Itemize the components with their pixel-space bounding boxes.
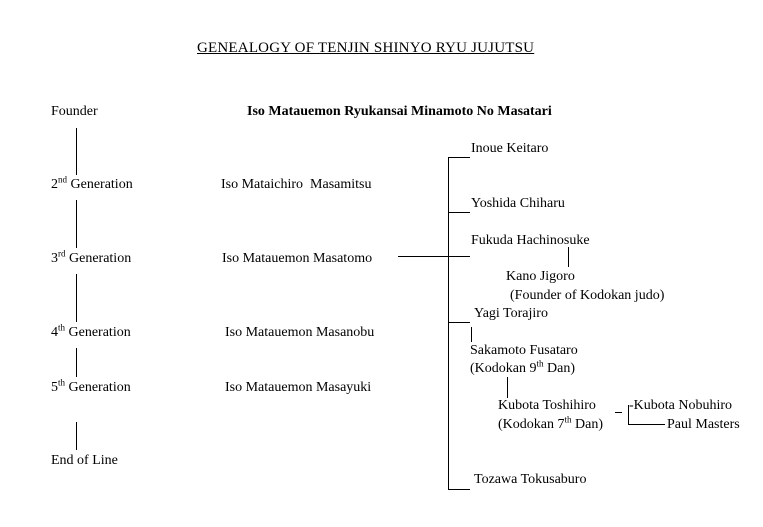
founder-name: Iso Matauemon Ryukansai Minamoto No Masatari (247, 104, 552, 119)
gen-3-name: Iso Matauemon Masatomo (222, 251, 373, 266)
gen-suffix: nd (58, 174, 67, 185)
gen-5-name: Iso Matauemon Masayuki (225, 380, 372, 395)
student-yoshida: Yoshida Chiharu (471, 196, 565, 211)
gen-label-5 (51, 377, 131, 396)
gen-word: Generation (65, 325, 131, 340)
student-sakamoto: Sakamoto Fusataro (470, 343, 578, 358)
student-fukuda: Fukuda Hachinosuke (471, 233, 590, 248)
student-sakamoto-note: (Kodokan 9th Dan) (470, 358, 576, 376)
gen-label-end: End of Line (51, 453, 118, 468)
gen-num: 2 (51, 177, 58, 192)
gen-label-2 (51, 174, 133, 193)
student-kano-note: (Founder of Kodokan judo) (510, 288, 665, 303)
gen-label-founder: Founder (51, 104, 98, 119)
gen-word: Generation (65, 251, 132, 266)
gen-word: Generation (65, 380, 131, 395)
gen-suffix: th (58, 322, 66, 333)
gen-num: 5 (51, 380, 58, 395)
student-kubota-toshihiro-note: (Kodokan 7th Dan) (498, 414, 604, 432)
gen-suffix: th (58, 377, 66, 388)
gen-label-4 (51, 322, 131, 341)
student-inoue: Inoue Keitaro (471, 141, 549, 156)
gen-word: Generation (67, 177, 133, 192)
page-title: GENEALOGY OF TENJIN SHINYO RYU JUJUTSU (197, 40, 535, 56)
student-kubota-toshihiro: Kubota Toshihiro (498, 398, 596, 413)
student-tozawa: Tozawa Tokusaburo (474, 472, 587, 487)
student-kubota-nobuhiro: -Kubota Nobuhiro (629, 398, 733, 413)
gen-label-3 (51, 248, 132, 267)
gen-num: 4 (51, 325, 58, 340)
gen-suffix: rd (58, 248, 66, 259)
gen-4-name: Iso Matauemon Masanobu (225, 325, 375, 340)
gen-num: 3 (51, 251, 58, 266)
student-paul-masters: Paul Masters (667, 417, 740, 432)
student-yagi: Yagi Torajiro (474, 306, 548, 321)
gen-2-name: Iso Mataichiro Masamitsu (221, 177, 372, 192)
student-kano: Kano Jigoro (506, 269, 575, 284)
